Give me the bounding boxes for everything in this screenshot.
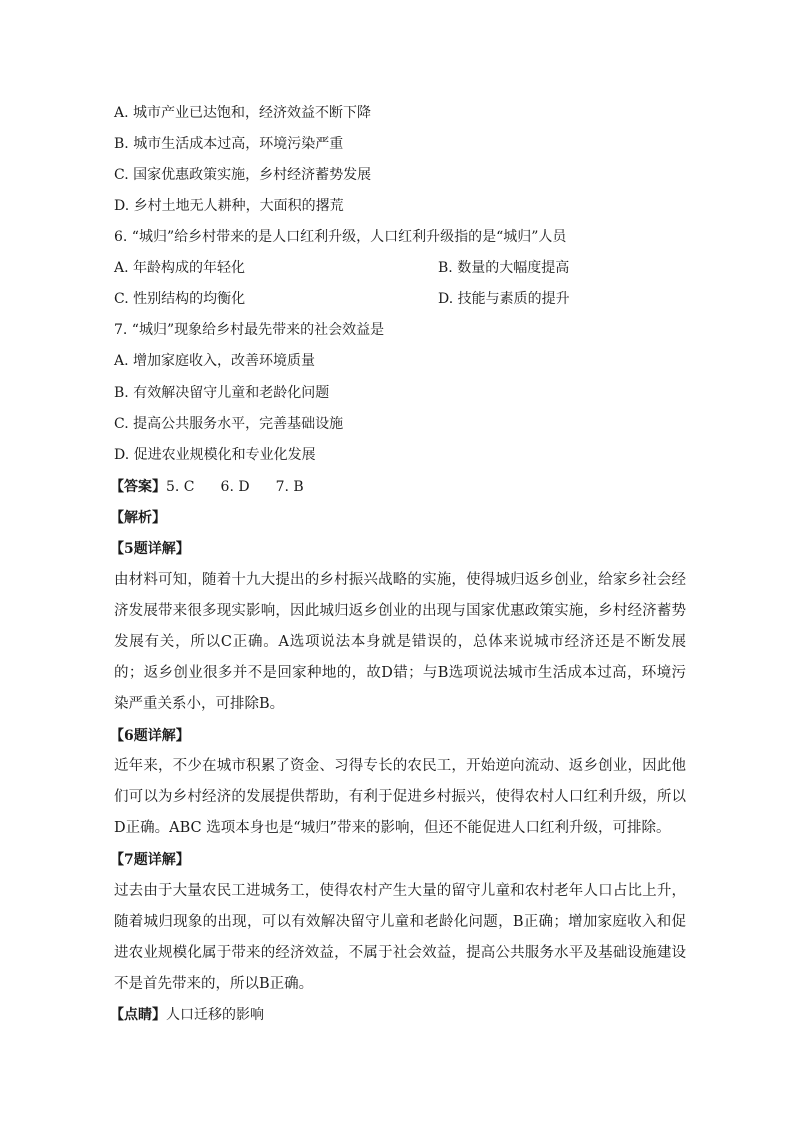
detail5-heading: 【5题详解】 (110, 541, 190, 557)
detail5-text: 由材料可知，随着十九大提出的乡村振兴战略的实施，使得城归返乡创业，给家乡社会经济发展带来很多现实影响，因此城归返乡创业的出现与国家优惠政策实施，乡村经济蓄势发展有关，所以C正确。A选项说法本身就是错误的，总体来说城市经济还是不断发展的；返乡创业很多并不是回家种地的，故D错；与B选项说法城市生活成本过高，环境污染严重关系小，可排除B。 (114, 572, 686, 712)
q6-option-c: C. 性别结构的均衡化 (114, 291, 246, 307)
dianjing-text: 人口迁移的影响 (166, 1007, 264, 1023)
q7-option-d: D. 促进农业规模化和专业化发展 (114, 447, 316, 463)
dianjing-label: 【点睛】 (110, 1007, 166, 1023)
detail7-text: 过去由于大量农民工进城务工，使得农村产生大量的留守儿童和农村老年人口占比上升，随着城归现象的出现，可以有效解决留守儿童和老龄化问题，B正确；增加家庭收入和促进农业规模化属于带来的经济效益，不属于社会效益，提高公共服务水平及基础设施建设不是首先带来的，所以B正确。 (114, 883, 686, 992)
detail7-heading: 【7题详解】 (110, 852, 190, 868)
q7-option-b: B. 有效解决留守儿童和老龄化问题 (114, 385, 330, 401)
q6-option-a: A. 年龄构成的年轻化 (114, 260, 246, 276)
answer-line (110, 477, 304, 497)
answer-label: 【答案】 (110, 479, 166, 495)
answer-6: 6. D (220, 479, 250, 495)
detail6-text: 近年来，不少在城市积累了资金、习得专长的农民工，开始逆向流动、返乡创业，因此他们可以为乡村经济的发展提供帮助，有利于促进乡村振兴，使得农村人口红利升级，所以D正确。ABC 选项本身也是“城归”带来的影响，但还不能促进人口红利升级，可排除。 (114, 758, 686, 836)
detail6-heading: 【6题详解】 (110, 728, 190, 744)
q5-option-a: A. 城市产业已达饱和，经济效益不断下降 (114, 105, 372, 121)
q7-option-c: C. 提高公共服务水平，完善基础设施 (114, 416, 344, 432)
q6-stem: 6. “城归”给乡村带来的是人口红利升级，人口红利升级指的是“城归”人员 (114, 229, 567, 245)
dianjing-line (110, 1005, 264, 1025)
q7-option-a: A. 增加家庭收入，改善环境质量 (114, 353, 316, 369)
q5-option-b: B. 城市生活成本过高，环境污染严重 (114, 136, 344, 152)
q7-stem: 7. “城归”现象给乡村最先带来的社会效益是 (114, 322, 385, 338)
answer-5: 5. C (166, 479, 195, 495)
q5-option-c: C. 国家优惠政策实施，乡村经济蓄势发展 (114, 167, 372, 183)
q6-option-d: D. 技能与素质的提升 (438, 291, 570, 307)
q5-option-d: D. 乡村土地无人耕种，大面积的撂荒 (114, 198, 344, 214)
answer-7: 7. B (275, 479, 304, 495)
analysis-heading: 【解析】 (110, 510, 166, 526)
q6-option-b: B. 数量的大幅度提高 (438, 260, 570, 276)
